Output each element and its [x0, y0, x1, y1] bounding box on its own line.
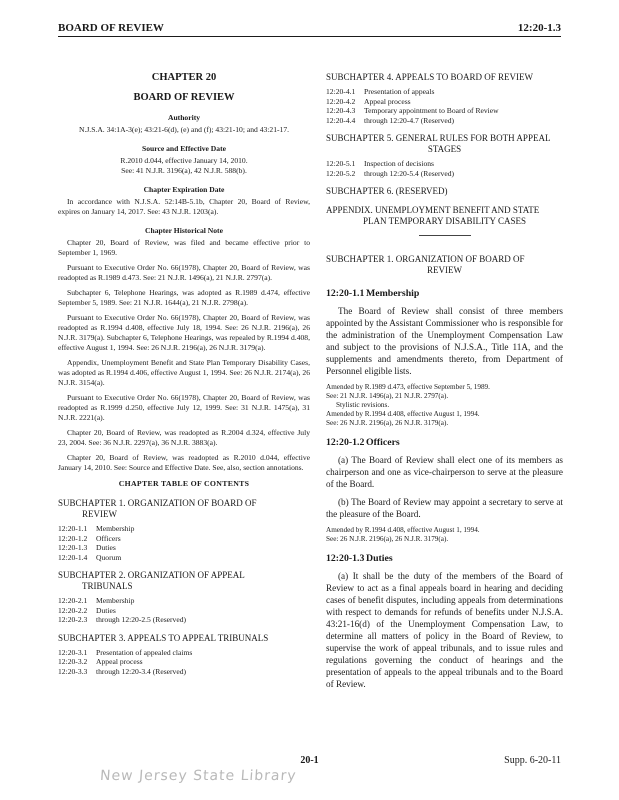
chapter-number: CHAPTER 20 — [151, 72, 217, 83]
header-section-number: 12:20-1.3 — [517, 22, 561, 34]
toc-subchapter-title-cont: STAGES — [427, 144, 462, 154]
history-paragraph: Appendix, Unemployment Benefit and State Plan Temporary Disability Cases, was adopted as R.1994 d.406, effective August 1, 1994. See: 26 N.J.R. 2174(a), 26 N.J.R. 3154(a). — [58, 358, 310, 387]
toc-subchapter-2 — [58, 570, 310, 625]
section-heading-1-3: 12:20-1.3 Duties — [326, 553, 393, 564]
section-heading-1-2: 12:20-1.2 Officers — [326, 437, 400, 448]
toc-appendix-title-cont: PLAN TEMPORARY DISABILITY CASES — [363, 216, 526, 226]
amendment-note: See: 26 N.J.R. 2196(a), 26 N.J.R. 3179(a). — [326, 535, 449, 543]
header-title: BOARD OF REVIEW — [58, 22, 164, 34]
subchapter-heading: SUBCHAPTER 1. ORGANIZATION OF BOARD OF — [326, 254, 525, 264]
page-number: 20-1 — [300, 755, 319, 766]
expiration-heading: Chapter Expiration Date — [143, 185, 225, 194]
toc-appendix-title: APPENDIX. UNEMPLOYMENT BENEFIT AND STATE — [326, 205, 540, 215]
toc-item[interactable]: 12:20-3.2 Appeal process — [58, 657, 143, 666]
section-text: (a) It shall be the duty of the members of the Board of Review to act as a final appeals board in hearing and deciding cases of benefit disputes, including appeals from determinations with respect to demands for refunds of benefits under N.J.S.A. 43:21-16(d) of the Unemployment Compensation Law, to determine all matters of policy in the Board of Review, to supervise the work of appeal tribunals, and to issue rules and regulations governing the conduct of hearings and the presentation of appeals to the appeal tribunals and to the Board of Review. — [326, 571, 563, 689]
expiration-text: In accordance with N.J.S.A. 52:14B-5.1b, Chapter 20, Board of Review, expires on January 14, 2017. See: 43 N.J.R. 1203(a). — [58, 197, 310, 216]
toc-subchapter-5 — [326, 133, 563, 178]
source-heading: Source and Effective Date — [141, 144, 226, 153]
authority-heading: Authority — [167, 113, 201, 122]
toc-subchapter-title: SUBCHAPTER 1. ORGANIZATION OF BOARD OF — [58, 498, 257, 508]
section-heading-1-1: 12:20-1.1 Membership — [326, 288, 420, 299]
toc-subchapter-title-cont: TRIBUNALS — [82, 581, 133, 591]
toc-item[interactable]: 12:20-4.3 Temporary appointment to Board of Review — [326, 106, 499, 115]
toc-subchapter-4 — [326, 72, 563, 125]
source-line-1: R.2010 d.044, effective January 14, 2010. — [120, 156, 248, 165]
history-heading: Chapter Historical Note — [145, 226, 223, 235]
amendment-note: Stylistic revisions. — [336, 401, 390, 409]
amendment-note: Amended by R.1989 d.473, effective September 5, 1989. — [326, 383, 490, 391]
toc-item[interactable]: 12:20-2.1 Membership — [58, 596, 135, 605]
section-text: The Board of Review shall consist of three members appointed by the Assistant Commissioner who is responsible for the administration of the Unemployment Compensation Law and subject to the provisions of N.J.S.A., Title 11A, and the supplements and amendments thereto, from Department of Personnel eligible lists. — [326, 306, 563, 376]
toc-subchapter-3 — [58, 633, 310, 677]
toc-subchapter-title: SUBCHAPTER 4. APPEALS TO BOARD OF REVIEW — [326, 72, 533, 82]
amendment-note: See: 26 N.J.R. 2196(a), 26 N.J.R. 3179(a). — [326, 419, 449, 427]
toc-subchapter-title: SUBCHAPTER 5. GENERAL RULES FOR BOTH APPEAL — [326, 133, 551, 143]
chapter-title: BOARD OF REVIEW — [133, 92, 235, 103]
amendment-note: Amended by R.1994 d.408, effective August 1, 1994. — [326, 526, 480, 534]
history-paragraph: Chapter 20, Board of Review, was readopted as R.2010 d.044, effective January 14, 2010. See: Source and Effective Date. See, also, section annotations. — [58, 453, 310, 472]
toc-item[interactable]: 12:20-1.3 Duties — [58, 543, 116, 552]
toc-subchapter-1 — [58, 498, 310, 562]
toc-subchapter-6 — [326, 186, 563, 197]
toc-item[interactable]: 12:20-1.4 Quorum — [58, 552, 122, 562]
toc-item[interactable]: 12:20-4.1 Presentation of appeals — [326, 87, 435, 96]
history-paragraph: Chapter 20, Board of Review, was readopted as R.2004 d.324, effective July 23, 2004. See: 36 N.J.R. 2297(a), 36 N.J.R. 3883(a). — [58, 428, 310, 447]
page-footer — [58, 755, 561, 769]
library-watermark: New Jersey State Library — [99, 768, 298, 784]
toc-item[interactable]: 12:20-4.2 Appeal process — [326, 96, 411, 106]
amendment-note: See: 21 N.J.R. 1496(a), 21 N.J.R. 2797(a). — [326, 392, 449, 400]
toc-appendix — [326, 205, 563, 227]
toc-subchapter-title-cont: REVIEW — [82, 509, 117, 519]
toc-subchapter-title: SUBCHAPTER 6. (RESERVED) — [326, 186, 448, 196]
toc-item[interactable]: 12:20-1.2 Officers — [58, 533, 121, 543]
toc-heading: CHAPTER TABLE OF CONTENTS — [118, 479, 250, 488]
left-column — [58, 72, 310, 684]
toc-item[interactable]: 12:20-3.3 through 12:20-3.4 (Reserved) — [58, 666, 187, 676]
toc-item[interactable]: 12:20-1.1 Membership — [58, 524, 135, 533]
section-divider — [419, 235, 471, 236]
supplement-date: Supp. 6-20-11 — [504, 755, 561, 766]
toc-item[interactable]: 12:20-2.2 Duties — [58, 605, 116, 615]
toc-subchapter-title: SUBCHAPTER 2. ORGANIZATION OF APPEAL — [58, 570, 245, 580]
toc-item[interactable]: 12:20-2.3 through 12:20-2.5 (Reserved) — [58, 615, 187, 624]
history-paragraph: Pursuant to Executive Order No. 66(1978), Chapter 20, Board of Review, was readopted as R.1989 d.473. See: 21 N.J.R. 1496(a), 21 N.J.R. 2797(a). — [58, 263, 310, 282]
amendment-note: Amended by R.1994 d.408, effective August 1, 1994. — [326, 410, 480, 418]
history-paragraph: Pursuant to Executive Order No. 66(1978), Chapter 20, Board of Review, was readopted as R.1999 d.250, effective July 12, 1999. See: 31 N.J.R. 1475(a), 31 N.J.R. 2221(a). — [58, 393, 310, 422]
authority-text: N.J.S.A. 34:1A-3(e); 43:21-6(d), (e) and (f); 43:21-10; and 43:21-17. — [78, 125, 290, 134]
section-text: (a) The Board of Review shall elect one of its members as chairperson and one as vice-chairperson to serve at the pleasure of the Board. — [326, 455, 563, 489]
toc-subchapter-title: SUBCHAPTER 3. APPEALS TO APPEAL TRIBUNALS — [58, 632, 269, 643]
source-line-2: See: 41 N.J.R. 3196(a), 42 N.J.R. 588(b). — [121, 166, 247, 175]
subchapter-heading-cont: REVIEW — [427, 265, 462, 275]
toc-item[interactable]: 12:20-3.1 Presentation of appealed claims — [58, 647, 193, 657]
toc-item[interactable]: 12:20-5.2 through 12:20-5.4 (Reserved) — [326, 168, 455, 178]
toc-item[interactable]: 12:20-5.1 Inspection of decisions — [326, 159, 435, 168]
running-header — [58, 20, 561, 37]
right-column — [326, 72, 563, 696]
history-paragraph: Subchapter 6, Telephone Hearings, was adopted as R.1989 d.474, effective September 5, 1989. See: 21 N.J.R. 1644(a), 21 N.J.R. 2798(a). — [58, 288, 310, 307]
history-paragraph: Chapter 20, Board of Review, was filed and became effective prior to September 1, 1969. — [58, 238, 310, 257]
history-paragraph: Pursuant to Executive Order No. 66(1978), Chapter 20, Board of Review, was readopted as R.1994 d.408, effective July 18, 1994. See: 26 N.J.R. 2196(a), 26 N.J.R. 3179(a). Subchapter 6, Telephone Hearings, was repealed by R.1994 d.408, effective August 1, 1994. See: 26 N.J.R. 2196(a), 26 N.J.R. 3179(a). — [58, 313, 310, 352]
section-text: (b) The Board of Review may appoint a secretary to serve at the pleasure of the Board. — [326, 497, 563, 519]
toc-item[interactable]: 12:20-4.4 through 12:20-4.7 (Reserved) — [326, 115, 455, 125]
